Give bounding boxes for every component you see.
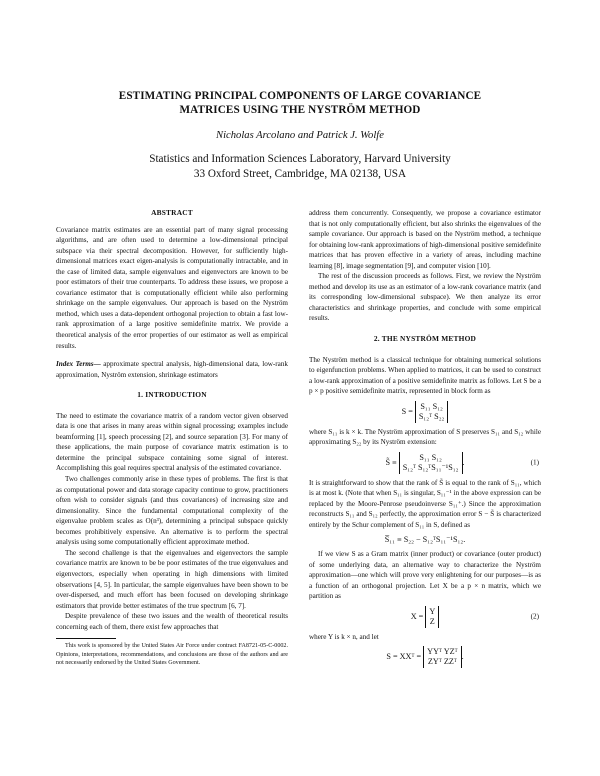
matrix-s-row-1: S₁₁ S₁₂	[420, 401, 443, 411]
matrix-s	[415, 401, 449, 423]
intro-heading: 1. INTRODUCTION	[137, 390, 207, 400]
equation-1: S̃ ≡ S₁₁ S₁₂ S₁₂ᵀ S₁₂ᵀS₁₁⁻¹S₁₂ . (1)	[385, 452, 539, 472]
right-column	[309, 208, 541, 672]
right-paragraph-6: If we view S as a Gram matrix (inner product) or covariance (outer product) of some underlying data, an alternative way to characterize the Nyström approximation—one which will prove very enlightening for our purposes—is as a function of an orthogonal projection. Let X be a p × n matrix, which we partition as	[309, 550, 541, 601]
left-column	[56, 208, 288, 667]
index-terms-text: approximate spectral analysis, high-dimensional data, low-rank approximation, Nyström extension, shrinkage estimators	[56, 360, 288, 379]
matrix-x-row-1: Y	[429, 606, 436, 616]
paper-title	[60, 90, 540, 117]
intro-paragraph-3: The second challenge is that the eigenvalues and eigenvectors the sample covariance matrix are known to be be poor estimates of the true eigenvalues and eigenvectors, especially when operating in high dimensions with limited observations [4, 5]. In particular, the sample eigenvalues have been shown to be over-dispersed, and much effort has been focused on developing shrinkage estimators that provide better estimates of the true spectrum [6, 7].	[56, 548, 288, 610]
matrix-x	[425, 606, 439, 628]
title-line-1: ESTIMATING PRINCIPAL COMPONENTS OF LARGE COVARIANCE	[118, 90, 482, 102]
right-paragraph-4: where S₁₁ is k × k. The Nyström approximation of S preserves S₁₁ and S₁₂ while approximating S₂₂ by its Nyström extension:	[309, 427, 541, 447]
equation-number-1: (1)	[530, 458, 539, 467]
equation-block-s	[309, 401, 541, 423]
intro-paragraph-2: Two challenges commonly arise in these types of problems. The first is that as computational power and data storage capacity continue to grow, practitioners often wish to consider signals (and thus covariances) of increasing size and dimensionality. Since the fundamental computational complexity of the eigenvalue problem scales as O(n³), determining a principal subspace quickly becomes prohibitively expensive. An alternative is to perform the spectral analysis using some computationally efficient approximate method.	[56, 475, 288, 547]
intro-paragraph-1: The need to estimate the covariance matrix of a random vector given observed data is one that arises in many areas within signal processing; examples include beamforming [1], speech processing [2], and source separation [3]. For many of these applications, the main purpose of covariance matrix estimation is to determine the principal subspace containing some signal of interest. Accomplishing this goal requires spectral analysis of the estimated covariance.	[56, 411, 288, 473]
right-paragraph-3: The Nyström method is a classical technique for obtaining numerical solutions to eigenfunction problems. When applied to matrices, it can be used to construct a low-rank approximation of a positive semidefinite matrix as follows. Let S be a p × p positive semidefinite matrix, represented in block form as	[309, 355, 542, 396]
eq-s-lhs: S =	[401, 406, 413, 416]
abstract-heading: ABSTRACT	[151, 208, 193, 217]
index-terms-label: Index Terms—	[56, 360, 101, 369]
matrix-sxx	[423, 646, 461, 668]
equation-number-2: (2)	[530, 612, 539, 621]
intro-paragraph-4: Despite prevalence of these two issues and the wealth of theoretical results concerning each of them, there exist few approaches that	[56, 612, 288, 631]
matrix-s-row-2: S₁₂ᵀ S₂₂	[418, 411, 445, 421]
affiliation-line-2: 33 Oxford Street, Cambridge, MA 02138, USA	[193, 167, 407, 180]
abstract-text: Covariance matrix estimates are an essential part of many signal processing algorithms, and are often used to determine a low-dimensional principal subspace via their spectral decomposition. However, for sufficiently high-dimensional matrices exact eigen-analysis is computationally intractable, and in the case of limited data, sample eigenvalues and eigenvectors are known to be poor estimators of their true counterparts. To address these issues, we propose a covariance estimator that is computationally efficient while also performing shrinkage on the sample eigenvalues. Our approach is based on the Nyström method, which uses a data-dependent orthogonal projection to obtain a fast low-rank approximation of a large positive semidefinite matrix. We provide a theoretical analysis of the error properties of our estimator as well as empirical results.	[56, 225, 288, 350]
matrix-st-row-1: S₁₁ S₁₂	[419, 452, 442, 462]
authors: Nicholas Arcolano and Patrick J. Wolfe	[216, 130, 384, 141]
equation-schur: S̅₁₁ ≡ S₂₂ − S₁₂ᵀS₁₁⁻¹S₁₂.	[384, 534, 466, 544]
right-paragraph-7: where Y is k × n, and let	[309, 632, 379, 641]
affiliation	[60, 152, 540, 181]
equation-2	[309, 606, 541, 628]
title-line-2: MATRICES USING THE NYSTRÖM METHOD	[179, 103, 421, 116]
matrix-st-row-2: S₁₂ᵀ S₁₂ᵀS₁₁⁻¹S₁₂	[402, 462, 459, 472]
index-terms	[56, 359, 288, 380]
eq-st-lhs: S̃ ≡	[385, 457, 397, 467]
right-paragraph-2: The rest of the discussion proceeds as follows. First, we review the Nyström method and develop its use as an estimator of a low-rank covariance matrix (and its corresponding low-dimensional subspace). We then analyze its error characteristics and shrinkage properties, and conclude with some empirical results.	[309, 272, 541, 323]
footnote-rule	[56, 638, 116, 639]
footnote: This work is sponsored by the United States Air Force under contract FA8721-05-C-0002. Opinions, interpretations, recommendations, and conclusions are those of the authors and are not necessarily endorsed by the United States Government.	[56, 643, 288, 666]
right-paragraph-5: It is straightforward to show that the rank of S̃ is equal to the rank of S₁₁, which is at most k. (Note that when S₁₁ is singular, S₁₁⁻¹ in the above expression can be replaced by the Moore-Penrose pseudoinverse S₁₁⁺.) Since the approximation reconstructs S₁₁ and S₁₂ perfectly, the approximation error S − S̃ is characterized entirely by the Schur complement of S₁₁ in S, defined as	[309, 478, 541, 530]
eq-x-lhs: X =	[410, 611, 424, 621]
affiliation-line-1: Statistics and Information Sciences Laboratory, Harvard University	[149, 153, 451, 165]
matrix-x-row-2: Z	[429, 616, 435, 626]
matrix-sxx-row-2: ZYᵀ ZZᵀ	[427, 657, 457, 667]
matrix-sxx-row-1: YYᵀ YZᵀ	[427, 647, 458, 657]
matrix-s-tilde	[399, 452, 463, 474]
nystrom-heading: 2. THE NYSTRÖM METHOD	[373, 334, 477, 344]
eq-sxx-lhs: S = XXᵀ =	[386, 652, 422, 662]
right-paragraph-1: address them concurrently. Consequently, we propose a covariance estimator that is not only computationally efficient, but also shrinks the eigenvalues of the sample covariance. Our approach is based on the Nyström method, a technique for obtaining low-rank approximations of high-dimensional positive semidefinite matrices that has proven effective in a variety of areas, including machine learning [8], image segmentation [9], and computer vision [10].	[309, 209, 541, 270]
equation-sxx: S = XXᵀ = YYᵀ YZᵀ ZYᵀ ZZᵀ .	[386, 647, 464, 667]
